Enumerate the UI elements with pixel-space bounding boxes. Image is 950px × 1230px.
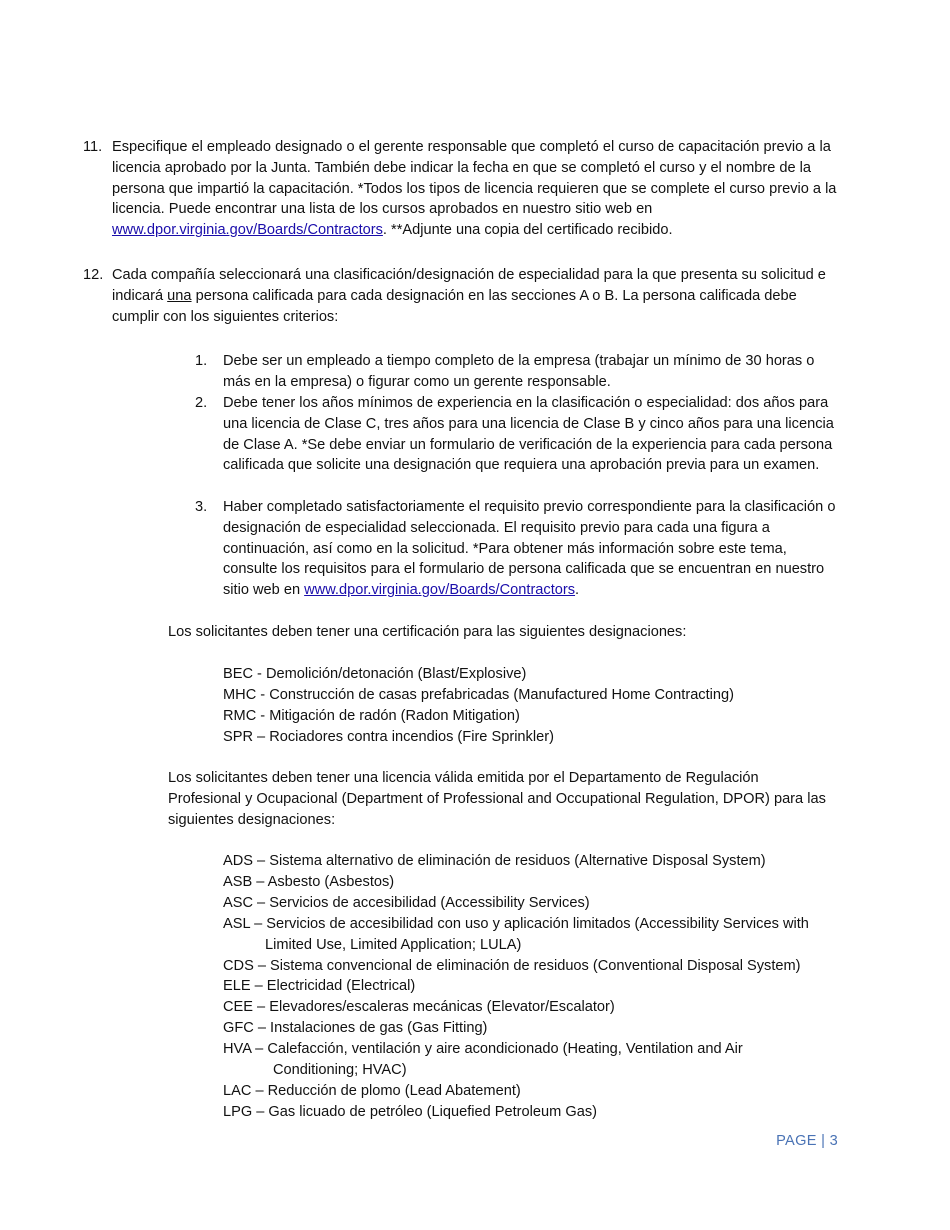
list-item: ASB – Asbesto (Asbestos) xyxy=(223,873,395,890)
item-number: 12. xyxy=(83,267,104,283)
criterion-2 xyxy=(195,393,843,476)
list-item: ADS – Sistema alternativo de eliminación de residuos (Alternative Disposal System) xyxy=(223,853,766,869)
list-item: GFC – Instalaciones de gas (Gas Fitting) xyxy=(223,1020,488,1037)
list-item: BEC - Demolición/detonación (Blast/Explosive) xyxy=(223,666,527,682)
criterion-number: 2. xyxy=(195,395,208,411)
item-11 xyxy=(83,137,842,241)
criterion-text: Debe ser un empleado a tiempo completo de la empresa (trabajar un mínimo de 30 horas o más en la empresa) o figurar como un gerente responsable. xyxy=(223,353,815,390)
license-list xyxy=(223,851,843,1123)
list-item: SPR – Rociadores contra incendios (Fire Sprinkler) xyxy=(223,728,554,745)
list-item-continued: Limited Use, Limited Application; LULA) xyxy=(265,936,522,953)
criterion-3 xyxy=(195,497,843,601)
item-number: 11. xyxy=(83,139,103,155)
list-item: CEE – Elevadores/escaleras mecánicas (Elevator/Escalator) xyxy=(223,999,615,1016)
list-item: ELE – Electricidad (Electrical) xyxy=(223,978,416,995)
item-12 xyxy=(83,265,842,327)
list-item: LAC – Reducción de plomo (Lead Abatement) xyxy=(223,1082,521,1099)
criterion-1 xyxy=(195,351,843,393)
criterion-number: 3. xyxy=(195,499,208,515)
certification-list xyxy=(223,664,843,748)
contractors-link[interactable]: www.dpor.virginia.gov/Boards/Contractors xyxy=(304,582,576,599)
list-item: RMC - Mitigación de radón (Radon Mitigation) xyxy=(223,707,520,724)
criterion-text: Debe tener los años mínimos de experiencia en la clasificación o especialidad: dos años para una licencia de Clase C, tres años para una licencia de Clase B y cinco años para una licencia de Clase A. *Se debe enviar un formulario de verificación de la experiencia para cada persona calificada que solicite una designación que requiera una aprobación previa para un examen. xyxy=(223,395,834,474)
item-11-text: Especifique el empleado designado o el gerente responsable que completó el curso de capacitación previo a la licencia aprobado por la Junta. También debe indicar la fecha en que se completó el curso y el nombre de la persona que impartió la capacitación. *Todos los tipos de licencia requieren que se complete el curso previo a la licencia. Puede encontrar una lista de los cursos aprobados en nuestro sitio web en xyxy=(112,139,837,218)
criterion-text: Haber completado satisfactoriamente el requisito previo correspondiente para la clasificación o designación de especialidad seleccionada. El requisito previo para cada una figura a continuación, así como en la solicitud. *Para obtener más información sobre este tema, consulte los requisitos para el formulario de persona calificada que se encuentran en nuestro sitio web en xyxy=(223,499,836,599)
list-item: HVA – Calefacción, ventilación y aire acondicionado (Heating, Ventilation and Air xyxy=(223,1041,743,1058)
item-12-text: Cada compañía seleccionará una clasificación/designación de especialidad para la que presenta su solicitud e indicará xyxy=(112,267,826,304)
license-intro: Los solicitantes deben tener una licencia válida emitida por el Departamento de Regulación Profesional y Ocupacional (Department of Professional and Occupational Regulation, DPOR) para las siguientes designaciones: xyxy=(168,770,826,828)
page-number: PAGE | 3 xyxy=(776,1133,838,1149)
contractors-link[interactable]: www.dpor.virginia.gov/Boards/Contractors xyxy=(112,222,383,239)
list-item: LPG – Gas licuado de petróleo (Liquefied Petroleum Gas) xyxy=(223,1103,597,1120)
list-item: CDS – Sistema convencional de eliminación de residuos (Conventional Disposal System) xyxy=(223,957,801,974)
underlined-word: una xyxy=(167,287,192,304)
criterion-number: 1. xyxy=(195,353,208,369)
list-item-continued: Conditioning; HVAC) xyxy=(273,1062,407,1079)
item-11-note: . **Adjunte una copia del certificado recibido. xyxy=(382,222,673,239)
item-12-text-cont: persona calificada para cada designación en las secciones A o B. La persona calificada debe cumplir con los siguientes criterios: xyxy=(112,287,797,325)
list-item: MHC - Construcción de casas prefabricadas (Manufactured Home Contracting) xyxy=(223,686,734,703)
list-item: ASL – Servicios de accesibilidad con uso y aplicación limitados (Accessibility Services with xyxy=(223,915,809,932)
certification-intro: Los solicitantes deben tener una certificación para las siguientes designaciones: xyxy=(168,624,687,640)
criterion-end: . xyxy=(575,582,580,599)
list-item: ASC – Servicios de accesibilidad (Accessibility Services) xyxy=(223,894,590,911)
